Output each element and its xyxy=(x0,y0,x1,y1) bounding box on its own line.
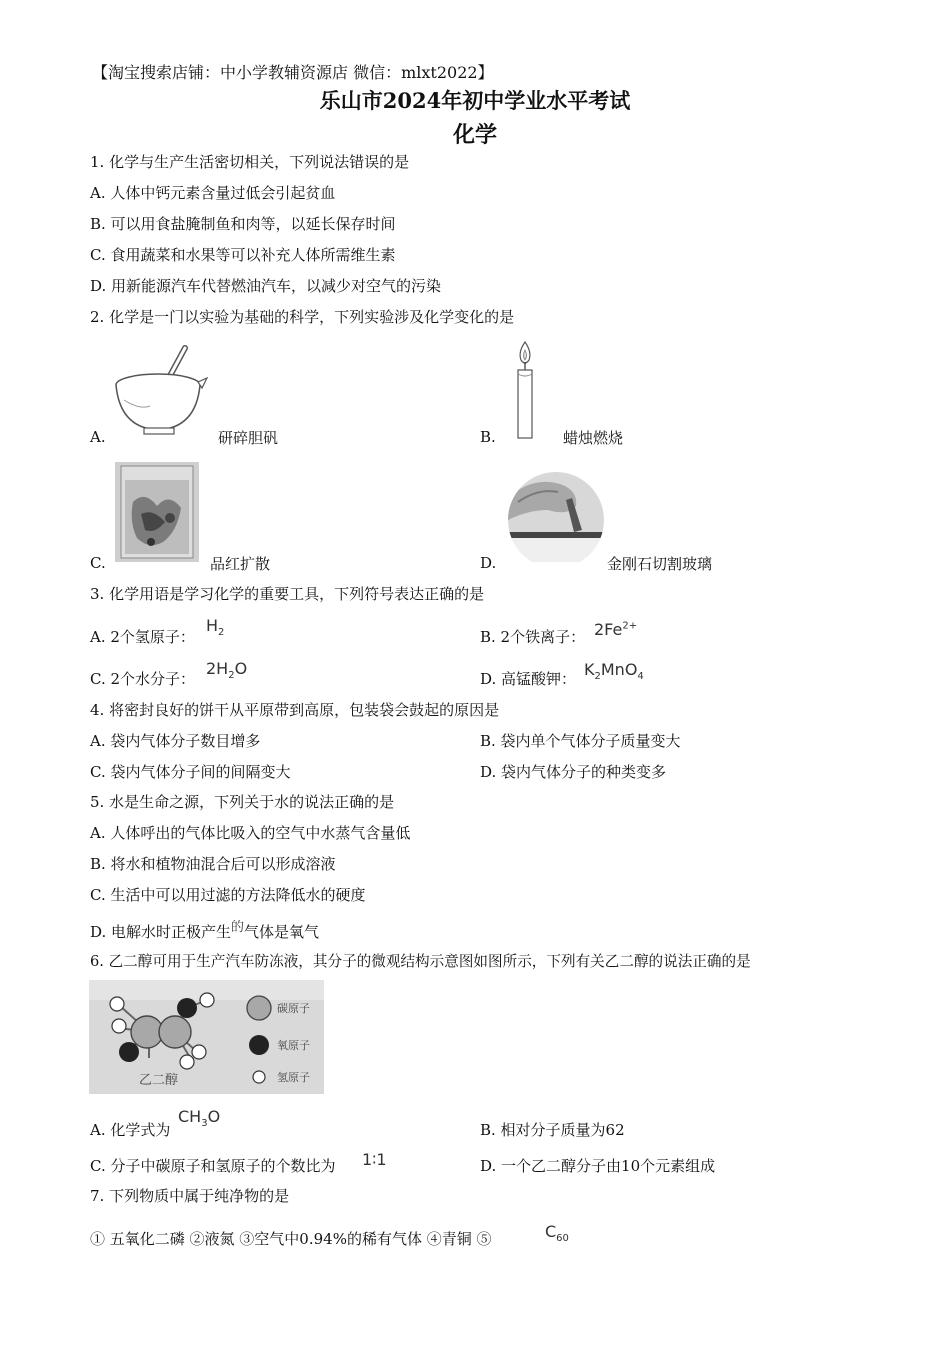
question-7-stem: 7. 下列物质中属于纯净物的是 xyxy=(90,1187,290,1205)
formula-h2: $H_2$ xyxy=(206,616,225,639)
question-4-option-b: B. 袋内单个气体分子质量变大 xyxy=(480,732,681,750)
question-6-option-d: D. 一个乙二醇分子由10个元素组成 xyxy=(480,1157,716,1175)
question-3-option-d: D. 高锰酸钾： xyxy=(480,670,577,688)
question-1-option-b: B. 可以用食盐腌制鱼和肉等，以延长保存时间 xyxy=(90,215,396,233)
legend-hydrogen-label: 氢原子 xyxy=(277,1071,310,1084)
ethylene-glycol-molecule-diagram xyxy=(89,980,324,1094)
question-2-option-a-letter: A. xyxy=(90,428,106,446)
question-5-option-d: D. 电解水时正极产生的气体是氧气 xyxy=(90,920,320,941)
candle-image xyxy=(505,338,545,443)
legend-hydrogen-swatch xyxy=(253,1071,265,1083)
question-2-option-d-letter: D. xyxy=(480,554,497,572)
carbon-atom xyxy=(159,1016,191,1048)
oxygen-atom xyxy=(119,1042,139,1062)
legend-carbon-swatch xyxy=(247,996,271,1020)
legend-carbon-label: 碳原子 xyxy=(277,1002,310,1015)
carbon-atom xyxy=(131,1016,163,1048)
mortar-pestle-image xyxy=(110,340,210,440)
ratio-1-1: 1∶1 xyxy=(362,1150,387,1169)
question-2-option-c-caption: 品红扩散 xyxy=(210,555,271,573)
hydrogen-atom xyxy=(110,997,124,1011)
diamond-cutting-glass-image xyxy=(508,470,604,562)
exam-subject: 化学 xyxy=(452,122,497,148)
question-2-option-d-caption: 金刚石切割玻璃 xyxy=(607,555,713,573)
question-5-option-a: A. 人体呼出的气体比吸入的空气中水蒸气含量低 xyxy=(90,824,411,842)
formula-c60: $C_{60}$ xyxy=(545,1222,569,1245)
question-3-stem: 3. 化学用语是学习化学的重要工具，下列符号表达正确的是 xyxy=(90,585,485,603)
hydrogen-atom xyxy=(192,1045,206,1059)
molecule-label: 乙二醇 xyxy=(139,1073,179,1088)
question-6-option-a: A. 化学式为 xyxy=(90,1121,171,1139)
question-3-option-c: C. 2个水分子： xyxy=(90,670,196,688)
question-4-stem: 4. 将密封良好的饼干从平原带到高原，包装袋会鼓起的原因是 xyxy=(90,701,500,719)
formula-k2mno4: $K_2MnO_4$ xyxy=(584,660,644,683)
question-2-option-b-caption: 蜡烛燃烧 xyxy=(563,429,624,447)
question-2-option-a-caption: 研碎胆矾 xyxy=(218,429,279,447)
legend-oxygen-swatch xyxy=(249,1035,269,1055)
fuchsine-diffusion-image xyxy=(115,462,199,562)
formula-2h2o: $2H_2O$ xyxy=(206,659,248,682)
source-banner: 【淘宝搜索店铺：中小学教辅资源店 微信：mlxt2022】 xyxy=(92,63,494,82)
hydrogen-atom xyxy=(200,993,214,1007)
hydrogen-atom xyxy=(112,1019,126,1033)
formula-ch3o: $CH_3O$ xyxy=(178,1107,221,1130)
question-1-option-d: D. 用新能源汽车代替燃油汽车，以减少对空气的污染 xyxy=(90,277,442,295)
question-1-option-a: A. 人体中钙元素含量过低会引起贫血 xyxy=(90,184,336,202)
exam-title: 乐山市2024年初中学业水平考试 xyxy=(319,88,631,113)
question-6-option-c: C. 分子中碳原子和氢原子的个数比为 xyxy=(90,1157,336,1175)
question-5-option-c: C. 生活中可以用过滤的方法降低水的硬度 xyxy=(90,886,366,904)
question-1-stem: 1. 化学与生产生活密切相关，下列说法错误的是 xyxy=(90,153,410,171)
question-3-option-a: A. 2个氢原子： xyxy=(90,628,195,646)
question-2-stem: 2. 化学是一门以实验为基础的科学，下列实验涉及化学变化的是 xyxy=(90,308,515,326)
oxygen-atom xyxy=(177,998,197,1018)
question-1-option-c: C. 食用蔬菜和水果等可以补充人体所需维生素 xyxy=(90,246,396,264)
question-7-options: ① 五氧化二磷 ②液氮 ③空气中0.94%的稀有气体 ④青铜 ⑤ xyxy=(90,1230,492,1248)
question-4-option-d: D. 袋内气体分子的种类变多 xyxy=(480,763,667,781)
legend-oxygen-label: 氧原子 xyxy=(277,1039,310,1052)
formula-2fe2plus: $2Fe^{2+}$ xyxy=(594,620,638,639)
question-2-option-b-letter: B. xyxy=(480,428,496,446)
question-5-stem: 5. 水是生命之源，下列关于水的说法正确的是 xyxy=(90,793,395,811)
question-4-option-c: C. 袋内气体分子间的间隔变大 xyxy=(90,763,291,781)
question-2-option-c-letter: C. xyxy=(90,554,106,572)
question-6-option-b: B. 相对分子质量为62 xyxy=(480,1121,625,1139)
hydrogen-atom xyxy=(180,1055,194,1069)
question-6-stem: 6. 乙二醇可用于生产汽车防冻液，其分子的微观结构示意图如图所示，下列有关乙二醇的说法正确的是 xyxy=(90,953,751,970)
question-5-option-b: B. 将水和植物油混合后可以形成溶液 xyxy=(90,855,336,873)
question-4-option-a: A. 袋内气体分子数目增多 xyxy=(90,732,261,750)
question-3-option-b: B. 2个铁离子： xyxy=(480,628,586,646)
